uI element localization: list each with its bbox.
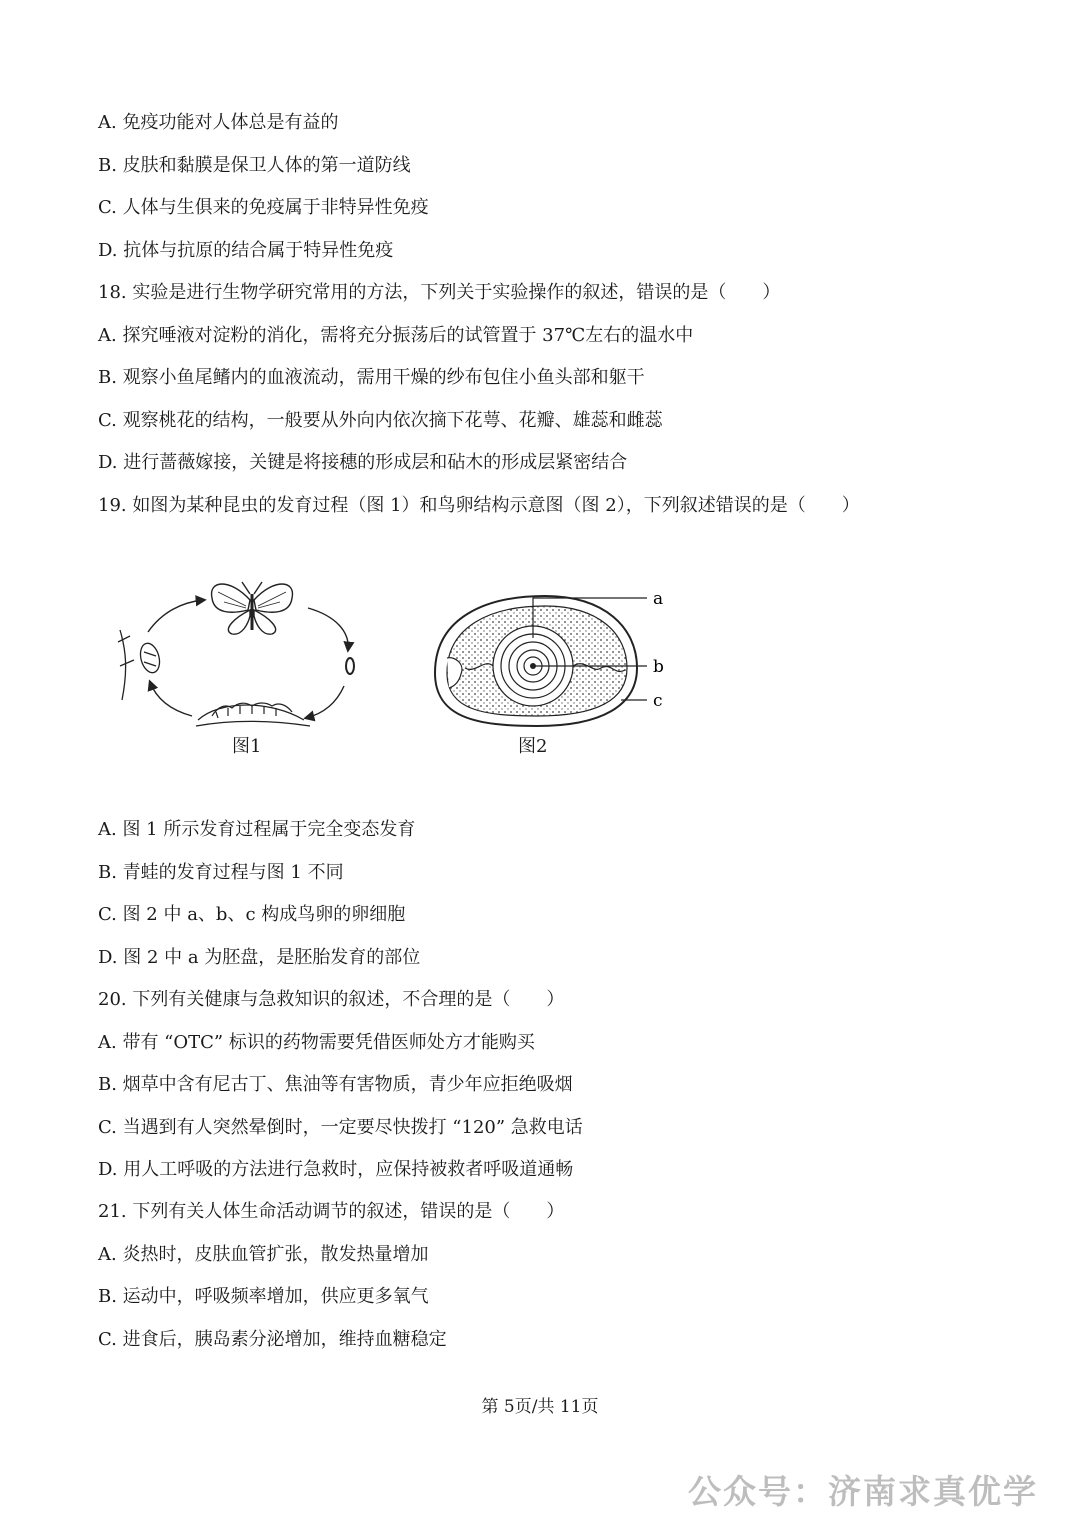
q18-stem: 18. 实验是进行生物学研究常用的方法，下列关于实验操作的叙述，错误的是（ ） [98, 282, 781, 303]
q19-option-a: A. 图 1 所示发育过程属于完全变态发育 [98, 819, 416, 840]
q20-option-c: C. 当遇到有人突然晕倒时，一定要尽快拨打 “120” 急救电话 [98, 1117, 583, 1138]
q18-option-d: D. 进行蔷薇嫁接，关键是将接穗的形成层和砧木的形成层紧密结合 [98, 452, 628, 473]
q21-option-b: B. 运动中，呼吸频率增加，供应更多氧气 [98, 1286, 429, 1307]
q19-stem: 19. 如图为某种昆虫的发育过程（图 1）和鸟卵结构示意图（图 2），下列叙述错误的是（ ） [98, 495, 860, 516]
q18-option-c: C. 观察桃花的结构，一般要从外向内依次摘下花萼、花瓣、雄蕊和雌蕊 [98, 410, 663, 431]
arrow-to-egg [308, 608, 348, 650]
q20-stem: 20. 下列有关健康与急救知识的叙述，不合理的是（ ） [98, 989, 565, 1010]
q20-option-b: B. 烟草中含有尼古丁、焦油等有害物质，青少年应拒绝吸烟 [98, 1074, 573, 1095]
arrow-to-pupa [150, 682, 192, 716]
q18-option-b: B. 观察小鱼尾鳍内的血液流动，需用干燥的纱布包住小鱼头部和躯干 [98, 367, 645, 388]
q20-option-a: A. 带有 “OTC” 标识的药物需要凭借医师处方才能购买 [98, 1032, 535, 1053]
q21-stem: 21. 下列有关人体生命活动调节的叙述，错误的是（ ） [98, 1201, 565, 1222]
bird-egg-figure [425, 578, 675, 738]
fig2-caption: 图2 [518, 736, 548, 757]
larva-icon [196, 703, 310, 726]
page-number: 第 5页/共 11页 [481, 1397, 599, 1417]
butterfly-icon [212, 582, 293, 634]
watermark: 公众号：济南求真优学 [688, 1472, 1038, 1511]
arrow-to-butterfly [148, 600, 204, 632]
q21-option-a: A. 炎热时，皮肤血管扩张，散发热量增加 [98, 1244, 429, 1265]
insect-life-cycle-figure [100, 570, 370, 740]
q18-option-a: A. 探究唾液对淀粉的消化，需将充分振荡后的试管置于 37℃左右的温水中 [98, 325, 694, 346]
q21-option-c: C. 进食后，胰岛素分泌增加，维持血糖稳定 [98, 1329, 447, 1350]
label-b: b [653, 657, 664, 677]
q19-option-b: B. 青蛙的发育过程与图 1 不同 [98, 862, 344, 883]
q17-option-c: C. 人体与生俱来的免疫属于非特异性免疫 [98, 197, 429, 218]
fig1-caption: 图1 [232, 736, 262, 757]
q19-option-c: C. 图 2 中 a、b、c 构成鸟卵的卵细胞 [98, 904, 406, 925]
arrow-to-larva [306, 686, 344, 718]
egg-icon [346, 658, 354, 674]
label-a: a [653, 589, 664, 609]
q17-option-a: A. 免疫功能对人体总是有益的 [98, 112, 339, 133]
label-c: c [653, 691, 663, 711]
q17-option-b: B. 皮肤和黏膜是保卫人体的第一道防线 [98, 155, 411, 176]
q20-option-d: D. 用人工呼吸的方法进行急救时，应保持被救者呼吸道通畅 [98, 1159, 574, 1180]
q17-option-d: D. 抗体与抗原的结合属于特异性免疫 [98, 240, 394, 261]
pupa-icon [118, 630, 163, 700]
q19-option-d: D. 图 2 中 a 为胚盘，是胚胎发育的部位 [98, 947, 421, 968]
